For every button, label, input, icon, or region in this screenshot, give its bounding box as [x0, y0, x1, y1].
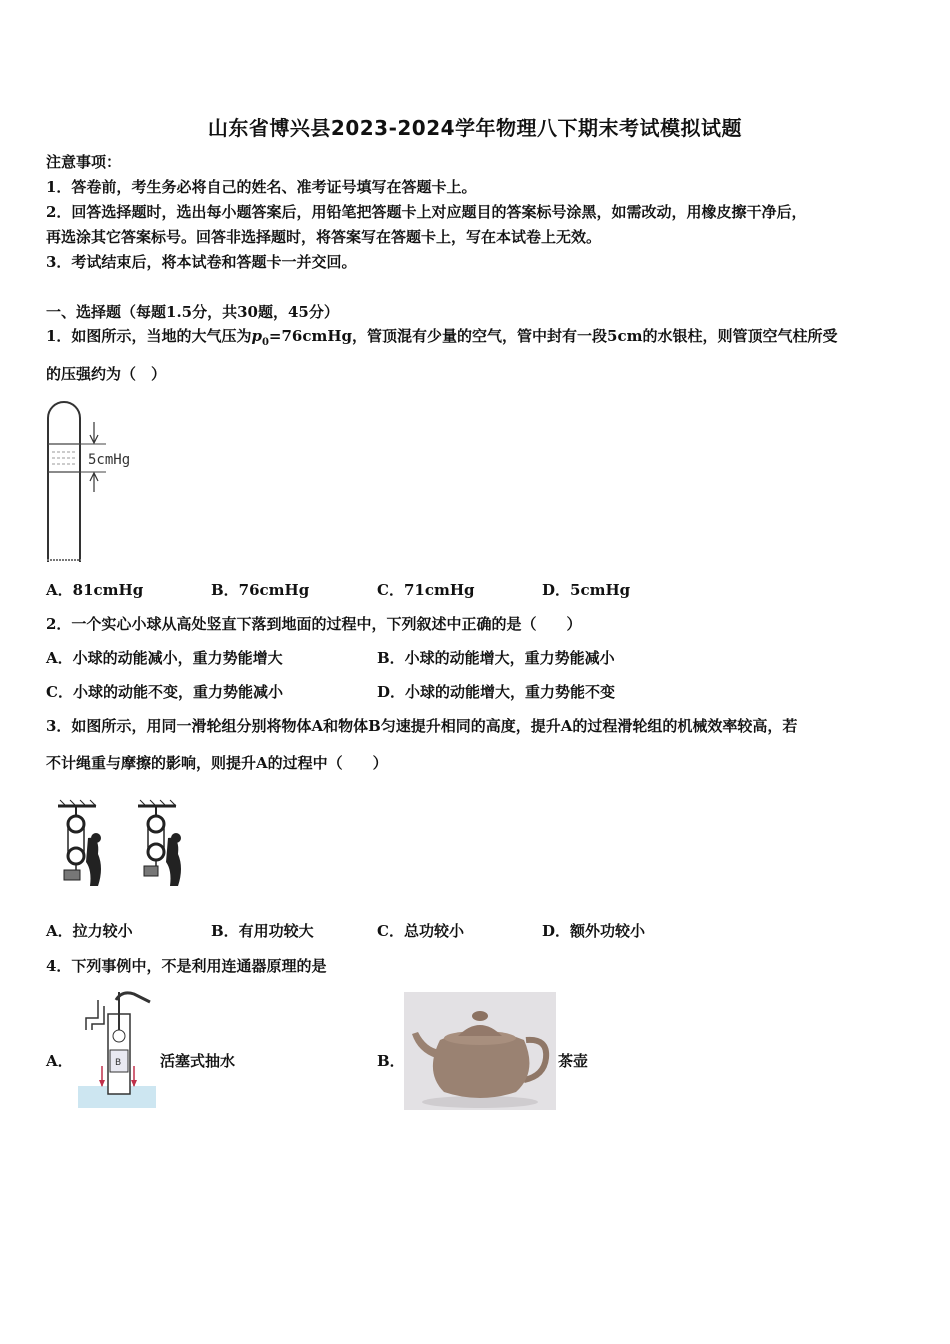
q3-option-a: A．拉力较小	[46, 922, 133, 940]
q4-option-a-label: 活塞式抽水	[160, 1052, 236, 1070]
q1-option-c: C．71cmHg	[377, 581, 475, 599]
q1-option-d: D．5cmHg	[542, 581, 631, 599]
q2-option-d: D．小球的动能增大，重力势能不变	[377, 683, 616, 701]
q2-option-a: A．小球的动能减小，重力势能增大	[46, 649, 283, 667]
q4-teapot-image	[404, 992, 556, 1110]
q1-text	[46, 326, 837, 353]
pulley-system-b	[138, 800, 181, 886]
q4-option-a-letter: A．	[46, 1052, 73, 1070]
q1-figure-label: 5cmHg	[88, 452, 131, 468]
q4-text: 4．下列事例中，不是利用连通器原理的是	[46, 957, 327, 975]
q1-p-sub: 0	[261, 337, 269, 348]
q2-option-b: B．小球的动能增大，重力势能减小	[377, 649, 615, 667]
q1-text-line2: 的压强约为（ ）	[46, 365, 167, 383]
q2-option-c: C．小球的动能不变，重力势能减小	[46, 683, 283, 701]
note-item-3: 3．考试结束后，将本试卷和答题卡一并交回。	[46, 253, 357, 271]
q1-text-b: =76cmHg，管顶混有少量的空气，管中封有一段5cm的水银柱，则管顶空气柱所受	[268, 327, 838, 345]
q1-text-a: 1．如图所示，当地的大气压为	[46, 327, 252, 345]
q1-p-symbol: p	[251, 327, 262, 345]
q4-option-b-label: 茶壶	[558, 1052, 589, 1070]
q4-option-b-letter: B．	[377, 1052, 405, 1070]
q3-pulley-figure	[52, 798, 192, 896]
q3-option-b: B．有用功较大	[211, 922, 314, 940]
q4-pump-figure	[78, 990, 158, 1110]
q1-option-a: A．81cmHg	[46, 581, 144, 599]
q4-pump-label: B	[115, 1058, 122, 1068]
q3-option-d: D．额外功较小	[542, 922, 646, 940]
section-heading: 一、选择题（每题1.5分，共30题，45分）	[46, 303, 339, 321]
note-item-2-cont: 再选涂其它答案标号。回答非选择题时，将答案写在答题卡上，写在本试卷上无效。	[46, 228, 602, 246]
q3-option-c: C．总功较小	[377, 922, 464, 940]
q3-text-line2: 不计绳重与摩擦的影响，则提升A的过程中（ ）	[46, 754, 388, 772]
q1-option-b: B．76cmHg	[211, 581, 310, 599]
q1-tube-figure	[44, 400, 144, 565]
note-item-2: 2．回答选择题时，选出每小题答案后，用铅笔把答题卡上对应题目的答案标号涂黑，如需改动，用橡皮擦干净后，	[46, 203, 807, 221]
pulley-system-a	[58, 800, 101, 886]
notes-heading: 注意事项：	[46, 153, 122, 171]
q2-text: 2．一个实心小球从高处竖直下落到地面的过程中，下列叙述中正确的是（ ）	[46, 615, 582, 633]
page-title: 山东省博兴县2023-2024学年物理八下期末考试模拟试题	[207, 116, 743, 140]
q3-text-line1: 3．如图所示，用同一滑轮组分别将物体A和物体B匀速提升相同的高度，提升A的过程滑轮组的机械效率较高，若	[46, 717, 798, 735]
note-item-1: 1．答卷前，考生务必将自己的姓名、准考证号填写在答题卡上。	[46, 178, 477, 196]
